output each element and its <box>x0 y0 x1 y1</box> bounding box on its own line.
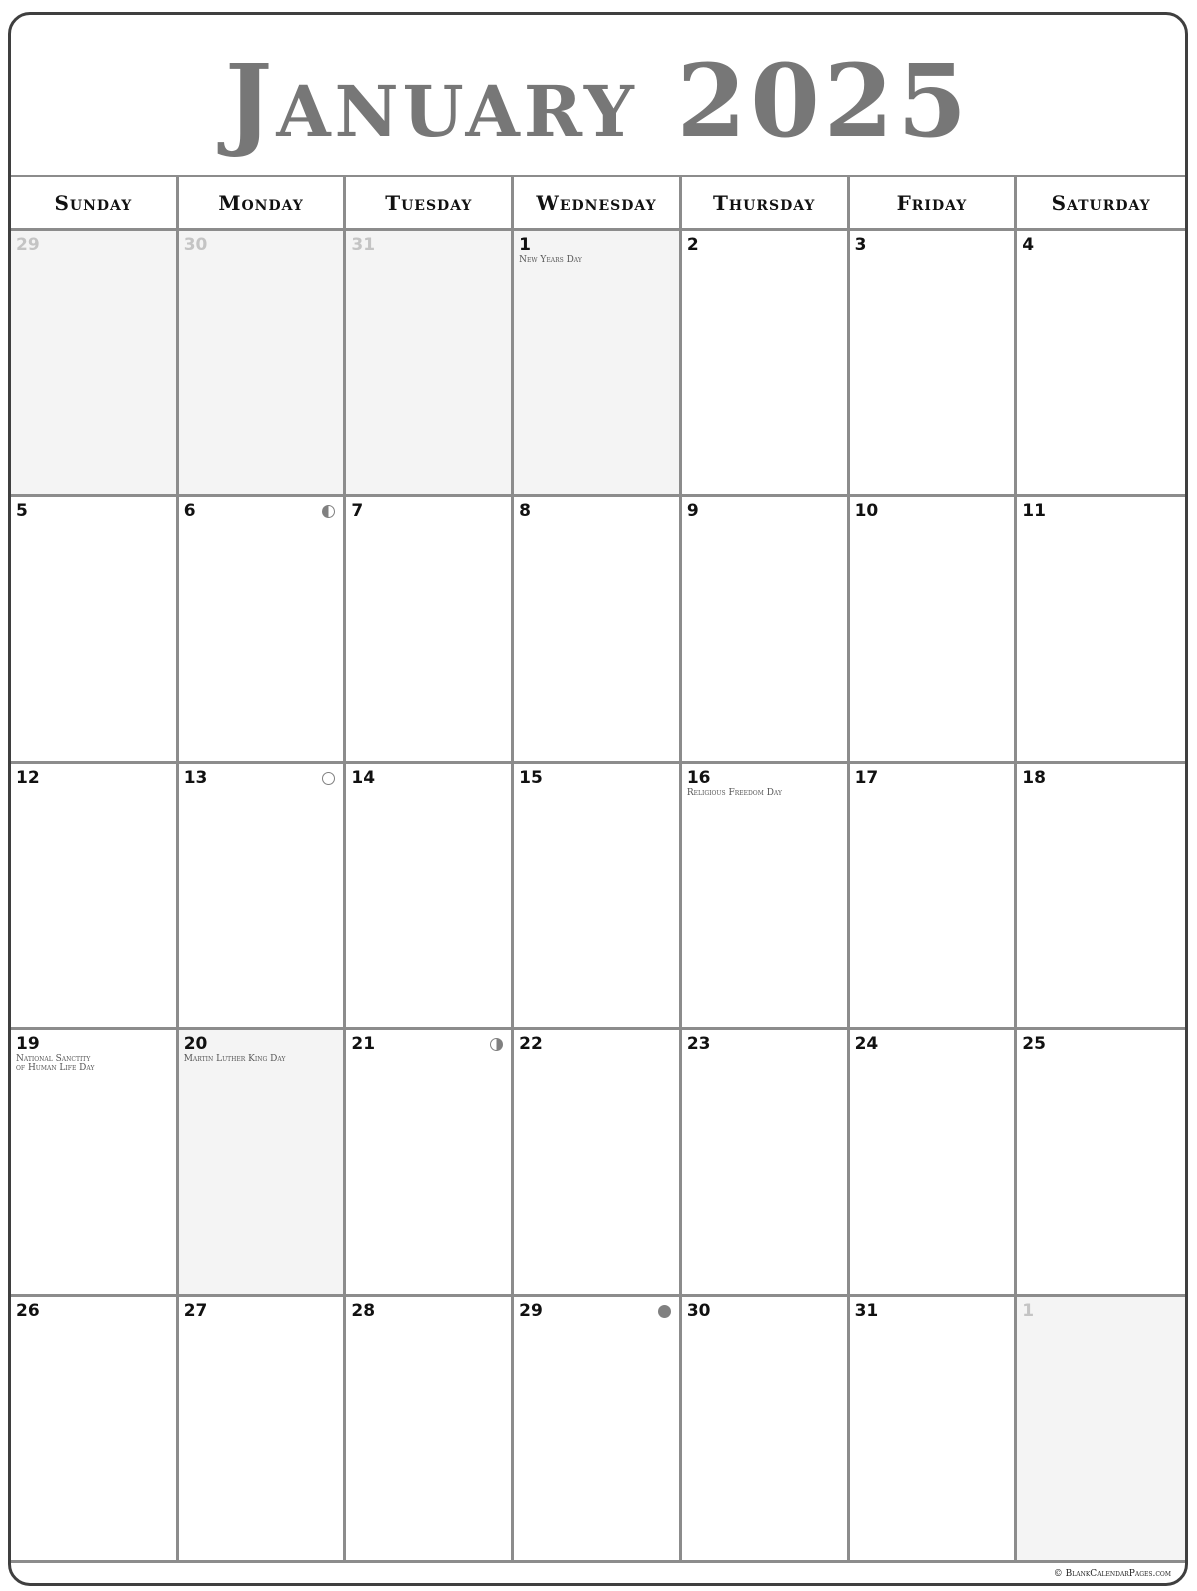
day-number: 30 <box>183 235 208 255</box>
day-number: 19 <box>16 1034 40 1055</box>
weekday-monday: Monday <box>179 177 347 228</box>
day-cell <box>1017 764 1185 1030</box>
weekday-saturday: Saturday <box>1051 190 1151 215</box>
day-number: 20 <box>183 1034 208 1055</box>
weekday-sunday: Sunday <box>11 177 179 228</box>
day-number: 22 <box>519 1034 543 1055</box>
calendar-page <box>8 12 1188 1586</box>
day-number: 2 <box>686 235 699 255</box>
weekday-friday: Friday <box>850 177 1018 228</box>
day-number: 10 <box>854 501 879 522</box>
day-cell <box>682 764 850 1030</box>
day-number: 13 <box>183 767 208 788</box>
day-cell <box>682 231 850 497</box>
day-cell <box>514 1030 682 1296</box>
day-cell <box>346 231 514 497</box>
day-number: 29 <box>16 235 40 255</box>
day-number: 12 <box>16 767 40 788</box>
day-cell <box>179 1297 347 1563</box>
weekday-tuesday: Tuesday <box>346 177 514 228</box>
day-cell <box>346 1030 514 1296</box>
day-cell <box>11 1297 179 1563</box>
day-cell <box>850 764 1018 1030</box>
day-cell <box>11 764 179 1030</box>
day-number: 17 <box>854 767 879 788</box>
copyright-footer: © BlankCalendarPages.com <box>1053 1569 1171 1579</box>
new-moon-icon <box>658 1305 671 1318</box>
day-cell <box>11 231 179 497</box>
day-number: 18 <box>1022 767 1046 788</box>
day-number: 28 <box>351 1300 376 1321</box>
day-cell <box>179 497 347 763</box>
day-number: 14 <box>351 767 376 788</box>
day-number: 15 <box>519 767 543 788</box>
day-cell <box>682 1297 850 1563</box>
day-number: 25 <box>1022 1034 1046 1055</box>
day-number: 11 <box>1022 501 1046 522</box>
day-cell <box>1017 497 1185 763</box>
day-number: 21 <box>351 1034 376 1055</box>
day-cell <box>346 1297 514 1563</box>
day-cell <box>1017 1297 1185 1563</box>
day-number: 27 <box>183 1300 208 1321</box>
day-number: 1 <box>1022 1300 1035 1321</box>
holiday-label: National Sanctity of Human Life Day <box>16 1054 95 1074</box>
day-cell <box>850 497 1018 763</box>
day-cell <box>179 764 347 1030</box>
day-number: 30 <box>686 1300 711 1321</box>
title-area <box>11 15 1185 175</box>
day-number: 3 <box>854 235 867 255</box>
weekday-thursday: Thursday <box>682 177 850 228</box>
day-number: 5 <box>16 501 28 522</box>
day-number: 31 <box>351 235 376 255</box>
day-cell <box>514 1297 682 1563</box>
day-cell <box>346 497 514 763</box>
day-cell <box>682 1030 850 1296</box>
day-cell <box>179 231 347 497</box>
day-number: 31 <box>854 1300 879 1321</box>
day-cell <box>850 231 1018 497</box>
day-cell <box>11 1030 179 1296</box>
day-cell <box>850 1297 1018 1563</box>
holiday-label: Religious Freedom Day <box>686 787 782 798</box>
day-number: 23 <box>686 1034 711 1055</box>
day-number: 16 <box>686 767 711 788</box>
day-cell <box>682 497 850 763</box>
day-cell <box>179 1030 347 1296</box>
day-number: 24 <box>854 1034 879 1055</box>
holiday-label: Martin Luther King Day <box>183 1054 286 1065</box>
day-cell <box>11 497 179 763</box>
day-cell <box>514 497 682 763</box>
day-number: 29 <box>519 1300 543 1321</box>
day-number: 1 <box>519 235 531 255</box>
day-number: 8 <box>519 501 531 522</box>
day-number: 4 <box>1022 235 1035 255</box>
day-number: 6 <box>183 501 196 522</box>
holiday-label: New Years Day <box>519 255 582 265</box>
day-number: 26 <box>16 1300 40 1321</box>
calendar-title: January 2025 <box>225 42 971 160</box>
weekday-header-row <box>11 175 1185 231</box>
day-cell <box>1017 1030 1185 1296</box>
calendar-grid <box>11 231 1185 1563</box>
day-cell <box>850 1030 1018 1296</box>
day-cell <box>346 764 514 1030</box>
day-number: 7 <box>351 501 364 522</box>
day-cell <box>1017 231 1185 497</box>
day-number: 9 <box>686 501 699 522</box>
day-cell <box>514 764 682 1030</box>
weekday-wednesday: Wednesday <box>514 177 682 228</box>
day-cell <box>514 231 682 497</box>
